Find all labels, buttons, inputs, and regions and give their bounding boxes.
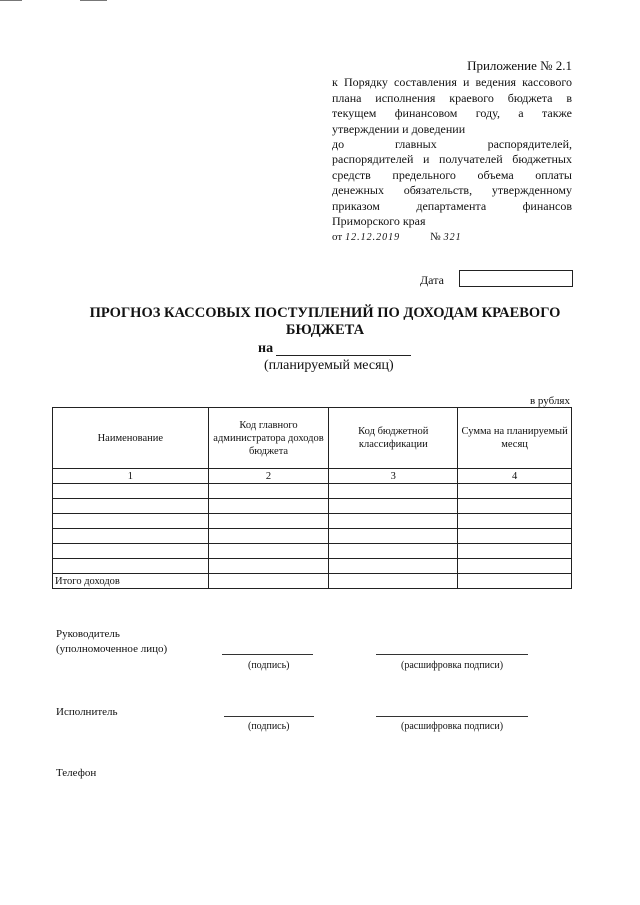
table-cell[interactable]: [329, 499, 458, 514]
units-label: в рублях: [529, 395, 570, 407]
table-cell[interactable]: [53, 499, 209, 514]
date-field[interactable]: [459, 270, 573, 287]
executor-decoding-line[interactable]: [376, 716, 528, 717]
table-row: [53, 514, 572, 529]
annex-line: Приморского края: [332, 214, 426, 229]
order-date-handwritten: 12.12.2019: [345, 232, 401, 244]
table-cell[interactable]: [53, 544, 209, 559]
column-header-classification-code: Код бюджетной классификации: [329, 408, 458, 469]
column-number: 4: [458, 469, 572, 484]
table-cell[interactable]: [329, 559, 458, 574]
decoding-caption: (расшифровка подписи): [401, 721, 504, 732]
signature-caption: (подпись): [248, 660, 290, 671]
table-cell[interactable]: [329, 529, 458, 544]
table-row: [53, 529, 572, 544]
annex-block: [332, 58, 572, 246]
head-sublabel: (уполномоченное лицо): [56, 643, 168, 655]
total-label: Итого доходов: [53, 574, 209, 589]
annex-line: утверждении и доведении: [332, 121, 466, 136]
column-header-name: Наименование: [53, 408, 209, 469]
signature-caption: (подпись): [248, 721, 290, 732]
executor-label: Исполнитель: [56, 706, 118, 718]
table-row: [53, 544, 572, 559]
executor-signature-line[interactable]: [224, 716, 314, 717]
scan-edge-mark: [0, 0, 22, 1]
table-cell[interactable]: [458, 484, 572, 499]
total-row: [53, 574, 572, 589]
scan-edge-mark: [80, 0, 107, 1]
decoding-caption: (расшифровка подписи): [401, 660, 504, 671]
column-header-month-sum: Сумма на планируемый месяц: [458, 408, 572, 469]
table-cell[interactable]: [53, 559, 209, 574]
annex-order-reference: [332, 230, 572, 245]
annex-line: денежных обязательств, утвержденному: [332, 183, 572, 198]
table-row: [53, 559, 572, 574]
order-number-handwritten: 321: [443, 232, 462, 244]
table-cell[interactable]: [458, 529, 572, 544]
order-number-prefix: №: [430, 231, 441, 244]
period-prefix: на: [258, 341, 274, 356]
head-signatory: [56, 627, 167, 657]
month-caption: (планируемый месяц): [264, 358, 394, 373]
head-decoding-line[interactable]: [376, 654, 528, 655]
table-cell[interactable]: [208, 529, 329, 544]
table-row: [53, 499, 572, 514]
table-cell[interactable]: [329, 574, 458, 589]
phone-label: Телефон: [56, 767, 97, 779]
annex-line: приказом департамента финансов: [332, 198, 572, 213]
column-header-admin-code: Код главного администратора доходов бюджета: [208, 408, 329, 469]
table-cell[interactable]: [329, 514, 458, 529]
annex-line: средств предельного объема оплаты: [332, 167, 572, 182]
table-cell[interactable]: [208, 559, 329, 574]
table-cell[interactable]: [458, 544, 572, 559]
table-cell[interactable]: [208, 484, 329, 499]
annex-line: плана исполнения краевого бюджета в: [332, 90, 572, 105]
annex-line: текущем финансовом году, а также: [332, 106, 572, 121]
annex-line: к Порядку составления и ведения кассового: [332, 75, 572, 90]
table-cell[interactable]: [53, 529, 209, 544]
table-cell[interactable]: [458, 499, 572, 514]
table-cell[interactable]: [458, 514, 572, 529]
table-row: [53, 484, 572, 499]
month-input-line[interactable]: [276, 355, 411, 356]
table-cell[interactable]: [458, 559, 572, 574]
head-label: Руководитель: [56, 628, 120, 640]
table-cell[interactable]: [329, 484, 458, 499]
column-number: 3: [329, 469, 458, 484]
annex-heading: Приложение № 2.1: [467, 58, 572, 73]
order-date-prefix: от: [332, 231, 343, 244]
table-cell[interactable]: [329, 544, 458, 559]
table-cell[interactable]: [53, 514, 209, 529]
table-cell[interactable]: [208, 544, 329, 559]
table-cell[interactable]: [208, 574, 329, 589]
form-title: ПРОГНОЗ КАССОВЫХ ПОСТУПЛЕНИЙ ПО ДОХОДАМ КРАЕВОГО БЮДЖЕТА: [89, 305, 561, 338]
column-number: 2: [208, 469, 329, 484]
revenue-forecast-table: [52, 407, 572, 589]
date-label: Дата: [420, 273, 444, 287]
table-cell[interactable]: [208, 499, 329, 514]
column-number-row: [53, 469, 572, 484]
table-cell[interactable]: [208, 514, 329, 529]
head-signature-line[interactable]: [222, 654, 313, 655]
column-number: 1: [53, 469, 209, 484]
table-cell[interactable]: [458, 574, 572, 589]
table-cell[interactable]: [53, 484, 209, 499]
annex-line: распорядителей и получателей бюджетных: [332, 152, 572, 167]
annex-line: до главных распорядителей,: [332, 137, 572, 152]
